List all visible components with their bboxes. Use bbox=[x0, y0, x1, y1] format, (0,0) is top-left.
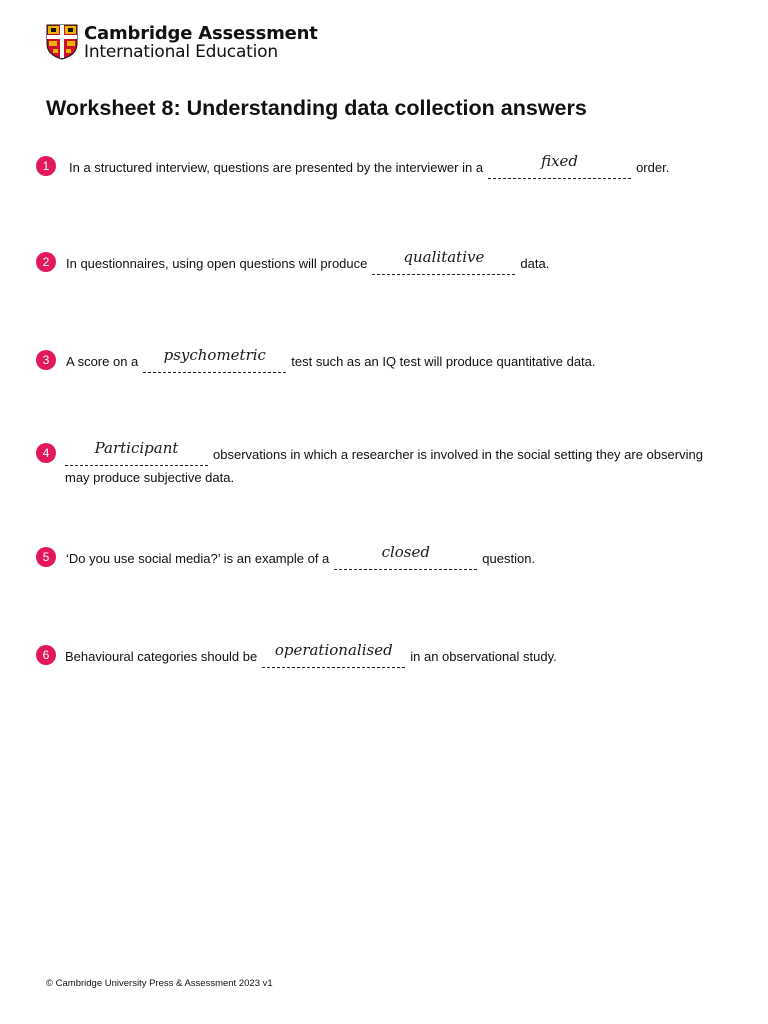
question-text-before: In a structured interview, questions are presented by the interviewer in a bbox=[69, 160, 484, 175]
answer-blank bbox=[372, 248, 515, 275]
handwritten-answer: operationalised bbox=[274, 641, 393, 659]
handwritten-answer: qualitative bbox=[403, 248, 485, 266]
question-4 bbox=[36, 439, 716, 489]
question-text-after: observations in which a researcher is involved in the social setting they are observing bbox=[213, 447, 703, 462]
question-text-after: order. bbox=[636, 160, 670, 175]
question-number-badge: 2 bbox=[36, 252, 56, 272]
answer-blank bbox=[488, 152, 631, 179]
question-3 bbox=[36, 346, 716, 373]
question-text-after: in an observational study. bbox=[410, 649, 557, 664]
question-text-before: Behavioural categories should be bbox=[65, 649, 258, 664]
question-text-after: test such as an IQ test will produce quantitative data. bbox=[291, 354, 596, 369]
handwritten-answer: Participant bbox=[94, 439, 179, 457]
question-1 bbox=[36, 152, 716, 179]
question-text-before: In questionnaires, using open questions will produce bbox=[66, 256, 368, 271]
question-6 bbox=[36, 641, 716, 668]
handwritten-answer: psychometric bbox=[163, 346, 266, 364]
cambridge-shield-icon bbox=[46, 24, 78, 60]
question-2 bbox=[36, 248, 716, 275]
question-text-before: A score on a bbox=[66, 354, 139, 369]
question-text-after: data. bbox=[520, 256, 550, 271]
question-number-badge: 3 bbox=[36, 350, 56, 370]
answer-blank bbox=[262, 641, 405, 668]
question-text-continuation: may produce subjective data. bbox=[65, 470, 235, 485]
question-text-after: question. bbox=[482, 551, 536, 566]
copyright-footer: © Cambridge University Press & Assessment 2023 v1 bbox=[46, 978, 273, 989]
question-number-badge: 1 bbox=[36, 156, 56, 176]
handwritten-answer: closed bbox=[381, 543, 430, 561]
worksheet-title: Worksheet 8: Understanding data collection answers bbox=[46, 96, 587, 120]
question-number-badge: 5 bbox=[36, 547, 56, 567]
question-number-badge: 6 bbox=[36, 645, 56, 665]
handwritten-answer: fixed bbox=[541, 152, 579, 170]
answer-blank bbox=[143, 346, 286, 373]
logo-line-2: International Education bbox=[84, 42, 278, 62]
answer-blank bbox=[334, 543, 477, 570]
question-5 bbox=[36, 543, 716, 570]
answer-blank bbox=[65, 439, 208, 466]
question-number-badge: 4 bbox=[36, 443, 56, 463]
logo bbox=[46, 24, 318, 62]
logo-line-1: Cambridge Assessment bbox=[84, 23, 318, 44]
question-text-before: ‘Do you use social media?’ is an example of a bbox=[66, 551, 330, 566]
